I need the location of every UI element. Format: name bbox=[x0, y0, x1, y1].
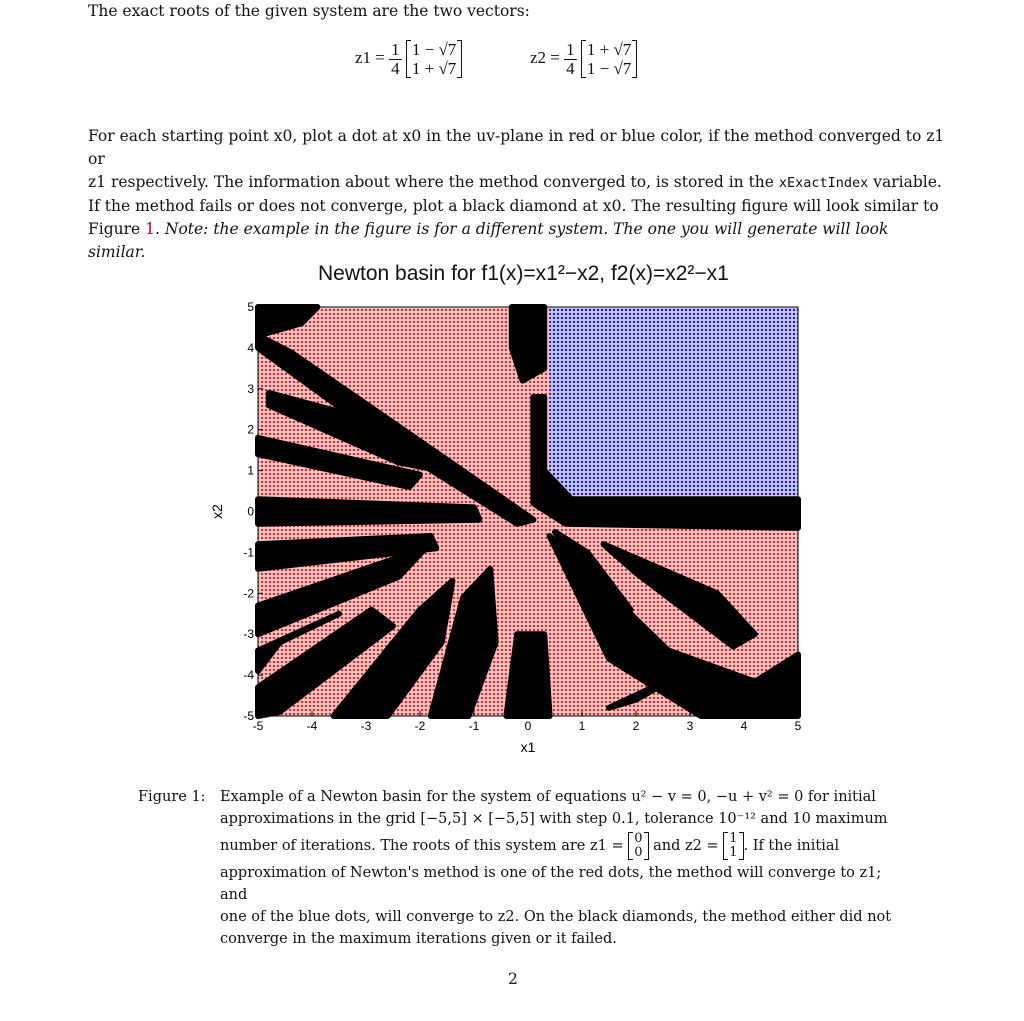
y-tick-label: -5 bbox=[243, 709, 254, 723]
y-tick-label: 5 bbox=[247, 300, 254, 314]
y-tick-label: 1 bbox=[247, 463, 254, 478]
failure-region-11 bbox=[506, 634, 549, 716]
chart-title: Newton basin for f1(x)=x1²−x2, f2(x)=x2²−x1 bbox=[318, 262, 729, 285]
y-tick-label: -3 bbox=[243, 627, 254, 642]
y-tick-label: -4 bbox=[243, 668, 254, 683]
x-axis-label: x1 bbox=[520, 739, 536, 755]
y-tick-label: -2 bbox=[243, 586, 254, 601]
y-tick-label: 3 bbox=[247, 381, 254, 396]
z1-matrix: 1 − √7 1 + √7 bbox=[406, 40, 462, 78]
z2-matrix: 1 + √7 1 − √7 bbox=[581, 40, 637, 78]
intro-text: The exact roots of the given system are the two vectors: bbox=[88, 2, 530, 20]
x-tick-label: -4 bbox=[306, 719, 318, 733]
x-tick-label: -3 bbox=[360, 719, 372, 733]
caption-matrix-z2: 1 1 bbox=[723, 832, 743, 860]
para-line-4: Figure 1. Note: the example in the figure is for a different system. The one you will generate will look similar. bbox=[88, 220, 889, 261]
basin-blue-region bbox=[550, 307, 798, 495]
x-tick-label: 5 bbox=[794, 719, 802, 733]
para-line-3: If the method fails or does not converge, plot a black diamond at x0. The resulting figure will look similar to bbox=[88, 197, 939, 215]
root-z2: z2 = $\frac{1}{4}$ 1 + √7 1 − √7 bbox=[530, 40, 637, 78]
x-tick-label: 2 bbox=[632, 719, 640, 733]
y-tick-label: -1 bbox=[243, 545, 254, 560]
root-z1: z1 = $\frac{1}{4}$ 1 − √7 1 + √7 bbox=[355, 40, 462, 78]
failure-region-12 bbox=[512, 307, 544, 381]
note-text: Note: the example in the figure is for a different system. The one you will generate will look similar. bbox=[88, 220, 889, 261]
figure-ref-link[interactable]: 1 bbox=[145, 220, 156, 238]
x-tick-label: 0 bbox=[524, 719, 532, 733]
x-tick-label: 4 bbox=[740, 719, 748, 733]
code-xExactIndex: xExactIndex bbox=[778, 175, 869, 191]
para-line-2: z1 respectively. The information about where the method converged to, is stored in the xExactIndex variable. bbox=[88, 173, 942, 191]
z1-label: z1 = bbox=[355, 47, 385, 67]
x-tick-label: -2 bbox=[414, 719, 426, 733]
y-tick-label: 0 bbox=[247, 504, 254, 519]
para-line-1: For each starting point x0, plot a dot at x0 in the uv-plane in red or blue color, if the method converged to z1 or bbox=[88, 127, 945, 168]
x-tick-label: 1 bbox=[578, 719, 586, 733]
page-number: 2 bbox=[508, 970, 518, 988]
caption-label: Figure 1: bbox=[138, 789, 206, 805]
z2-label: z2 = bbox=[530, 47, 560, 67]
x-tick-label: 3 bbox=[686, 719, 694, 733]
y-tick-label: 4 bbox=[247, 340, 254, 355]
figure-caption: Example of a Newton basin for the system of equations u² − v = 0, −u + v² = 0 for initial approximations in the grid [−5,5] × [−5,5] with step 0.1, tolerance 10⁻¹² and 10 maximum number of iterations. The roots of this system are z1 = 0 0 and z2 = 1 1 . If the initial approximation of Newton's method is one of the red dots, the method will converge to z1; and one of the blue dots, will converge to z2. On the black diamonds, the method either did not converge in the maximum iterations given or it failed. bbox=[220, 789, 892, 947]
x-tick-label: -1 bbox=[468, 719, 480, 733]
caption-matrix-z1: 0 0 bbox=[628, 832, 648, 860]
x-tick-label: -5 bbox=[252, 719, 264, 733]
y-axis-label: x2 bbox=[209, 504, 225, 519]
y-tick-label: 2 bbox=[247, 422, 254, 437]
